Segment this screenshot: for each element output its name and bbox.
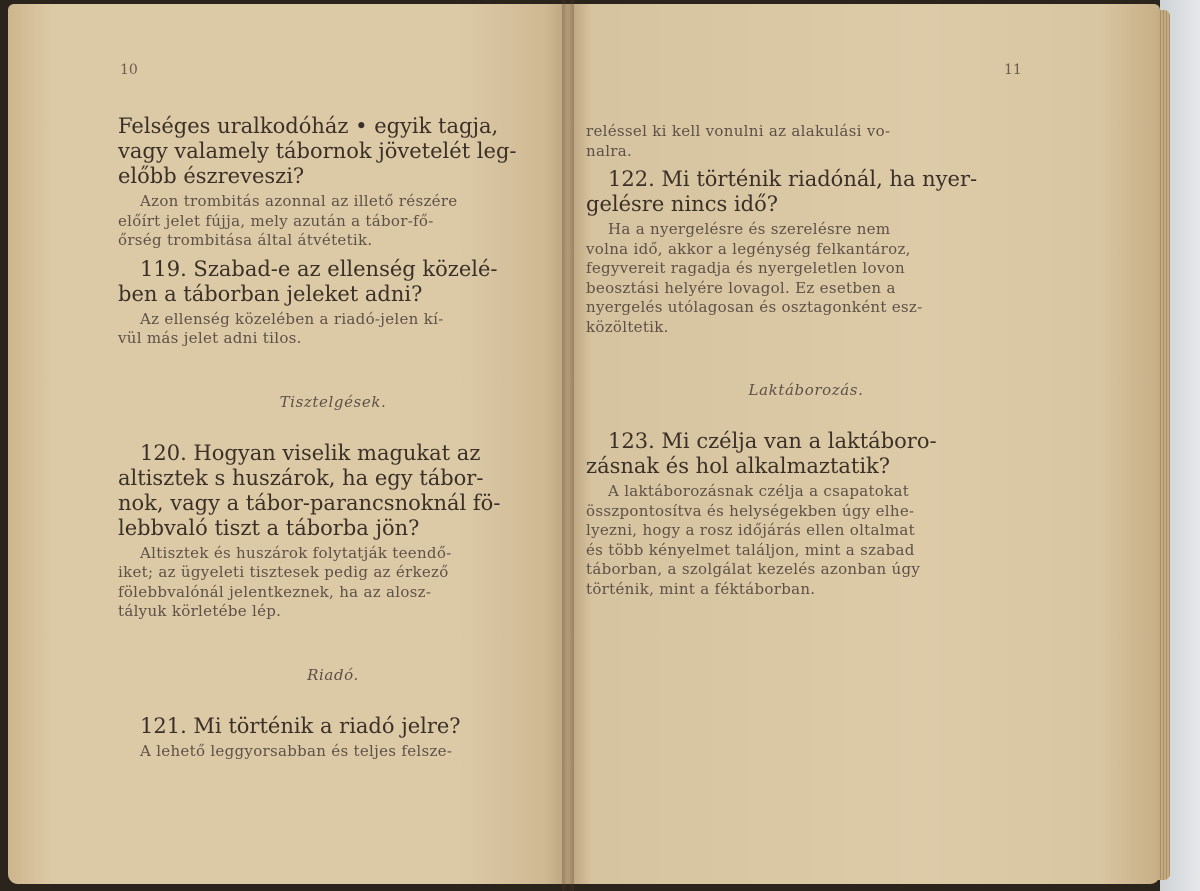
- left-text-column: [118, 114, 548, 761]
- question-120: 120. Hogyan viselik magukat az altisztek s huszárok, ha egy tábor- nok, vagy a tábor-parancsnoknál fö- lebbvaló tiszt a táborba jön?: [118, 440, 501, 540]
- answer-121: A lehető leggyorsabban és teljes felsze-: [140, 741, 453, 760]
- answer: Azon trombitás azonnal az illető részére előírt jelet fújja, mely azután a tábor-fő- őrség trombitása által átvétetik.: [118, 192, 458, 249]
- page-number: 11: [1004, 62, 1022, 78]
- question-122: 122. Mi történik riadónál, ha nyer- gelésre nincs idő?: [586, 167, 978, 216]
- question-121: 121. Mi történik a riadó jelre?: [140, 713, 461, 738]
- section-heading: Laktáborozás.: [748, 381, 864, 399]
- answer-continued: reléssel ki kell vonulni az alakulási vo- nalra.: [586, 122, 891, 160]
- answer-123: A laktáborozásnak czélja a csapatokat összpontosítva és helységekben úgy elhe- lyezni, hogy a rosz időjárás ellen oltalmat és több kényelmet találjon, mint a szabad táborban, a szolgálat kezelés azonban úgy történik, mint a féktáborban.: [586, 482, 921, 598]
- section-heading: Tisztelgések.: [279, 392, 387, 411]
- question-continued: Felséges uralkodóház • egyik tagja, vagy valamely tábornok jövetelét leg- előbb észreveszi?: [118, 114, 517, 188]
- question-119: 119. Szabad-e az ellenség közelé- ben a táborban jeleket adni?: [118, 256, 498, 306]
- right-text-column: [586, 122, 1026, 599]
- answer-119: Az ellenség közelében a riadó-jelen kí- vül más jelet adni tilos.: [118, 309, 444, 347]
- left-page: [8, 4, 568, 884]
- section-heading: Riadó.: [307, 665, 359, 684]
- answer-122: Ha a nyergelésre és szerelésre nem volna idő, akkor a legénység felkantároz, fegyvereit ragadja és nyergeletlen lovon beosztási helyére lovagol. Ez esetben a nyergelés utólagosan és osztagonként esz- közöltetik.: [586, 220, 923, 336]
- question-123: 123. Mi czélja van a laktáboro- zásnak és hol alkalmaztatik?: [586, 429, 937, 478]
- book-spine: [562, 0, 574, 891]
- page-number: 10: [120, 62, 138, 78]
- answer-120: Altisztek és huszárok folytatják teendő- iket; az ügyeleti tisztesek pedig az érkező fölebbvalónál jelentkeznek, ha az alosz- tályuk körletébe lép.: [118, 543, 452, 620]
- right-page: [568, 4, 1160, 884]
- page-edges: [1158, 10, 1170, 880]
